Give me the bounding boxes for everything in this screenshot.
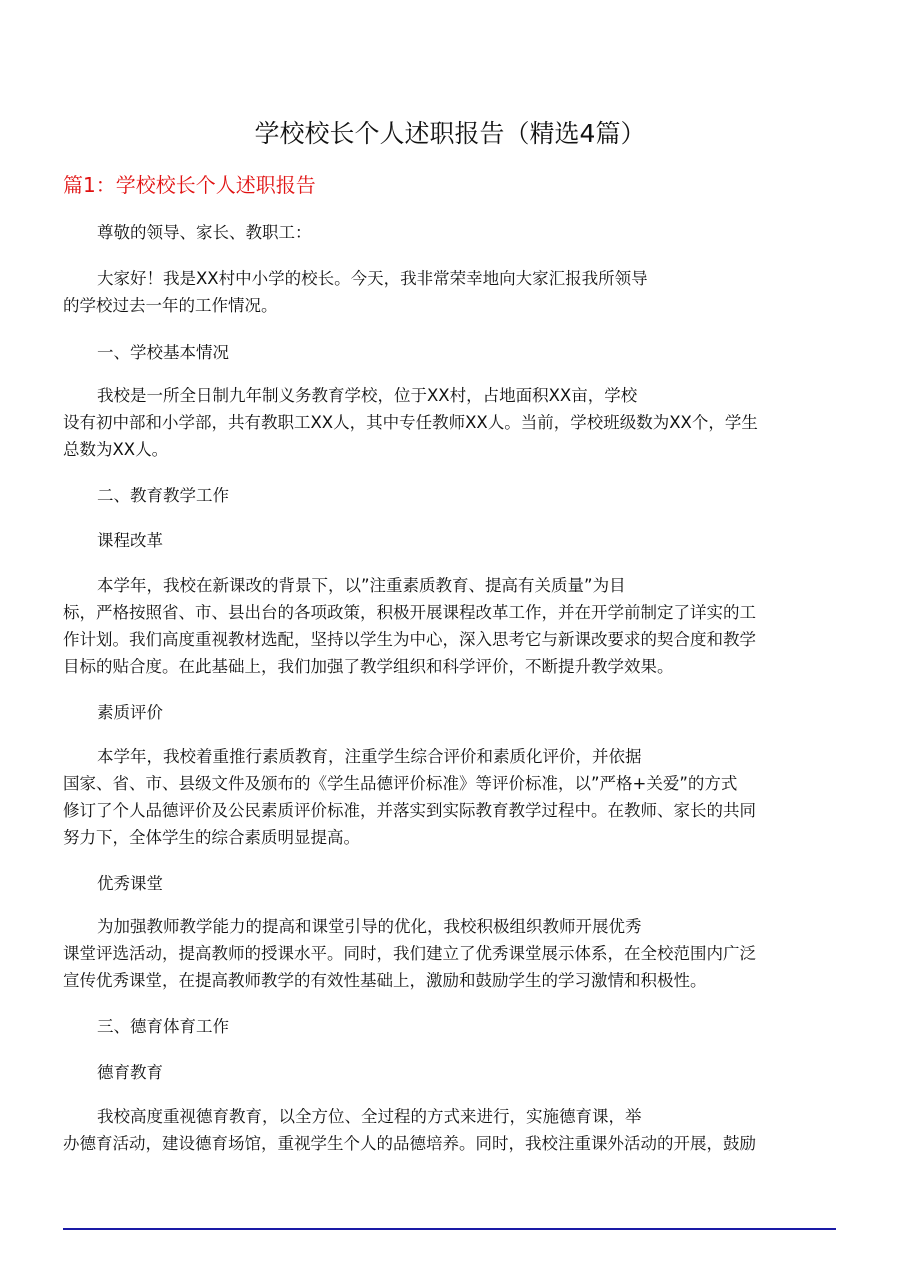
paragraph-line: 的学校过去一年的工作情况。 (63, 296, 278, 315)
footer-divider (63, 1228, 836, 1230)
subheading-moral-sports: 三、德育体育工作 (97, 1017, 229, 1036)
paragraph-line: 设有初中部和小学部，共有教职工XX人，其中专任教师XX人。当前，学校班级数为XX个，学生 (63, 413, 758, 432)
paragraph-line: 大家好！我是XX村中小学的校长。今天，我非常荣幸地向大家汇报我所领导 (97, 269, 648, 288)
paragraph-line: 为加强教师教学能力的提高和课堂引导的优化，我校积极组织教师开展优秀 (97, 917, 642, 936)
subheading-teaching: 二、教育教学工作 (97, 486, 229, 505)
paragraph-line: 标，严格按照省、市、县出台的各项政策，积极开展课程改革工作，并在开学前制定了详实的工 (63, 603, 756, 622)
paragraph-line: 我校高度重视德育教育，以全方位、全过程的方式来进行，实施德育课，举 (97, 1107, 642, 1126)
paragraph-line: 国家、省、市、县级文件及颁布的《学生品德评价标准》等评价标准，以”严格+关爱”的方式 (63, 774, 738, 793)
subheading-basic-info: 一、学校基本情况 (97, 343, 229, 362)
paragraph-line: 修订了个人品德评价及公民素质评价标准，并落实到实际教育教学过程中。在教师、家长的共同 (63, 801, 756, 820)
paragraph-line: 我校是一所全日制九年制义务教育学校，位于XX村，占地面积XX亩，学校 (97, 386, 638, 405)
paragraph-line: 本学年，我校着重推行素质教育，注重学生综合评价和素质化评价，并依据 (97, 747, 642, 766)
paragraph-line: 宣传优秀课堂，在提高教师教学的有效性基础上，激励和鼓励学生的学习激情和积极性。 (63, 971, 707, 990)
document-title: 学校校长个人述职报告（精选4篇） (254, 119, 646, 148)
subheading-quality-eval: 素质评价 (97, 703, 163, 722)
salutation: 尊敬的领导、家长、教职工： (97, 223, 312, 242)
section-heading: 篇1：学校校长个人述职报告 (63, 173, 316, 197)
paragraph-line: 本学年，我校在新课改的背景下，以”注重素质教育、提高有关质量”为目 (97, 576, 626, 595)
paragraph-line: 努力下，全体学生的综合素质明显提高。 (63, 828, 360, 847)
paragraph-line: 课堂评选活动，提高教师的授课水平。同时，我们建立了优秀课堂展示体系，在全校范围内广泛 (63, 944, 756, 963)
paragraph-line: 总数为XX人。 (63, 440, 169, 459)
subheading-curriculum: 课程改革 (97, 531, 163, 550)
paragraph-line: 目标的贴合度。在此基础上，我们加强了教学组织和科学评价，不断提升教学效果。 (63, 657, 674, 676)
subheading-moral-education: 德育教育 (97, 1063, 163, 1082)
paragraph-line: 办德育活动，建设德育场馆，重视学生个人的品德培养。同时，我校注重课外活动的开展，鼓励 (63, 1134, 756, 1153)
paragraph-line: 作计划。我们高度重视教材选配，坚持以学生为中心，深入思考它与新课改要求的契合度和教学 (63, 630, 756, 649)
subheading-excellent-class: 优秀课堂 (97, 874, 163, 893)
